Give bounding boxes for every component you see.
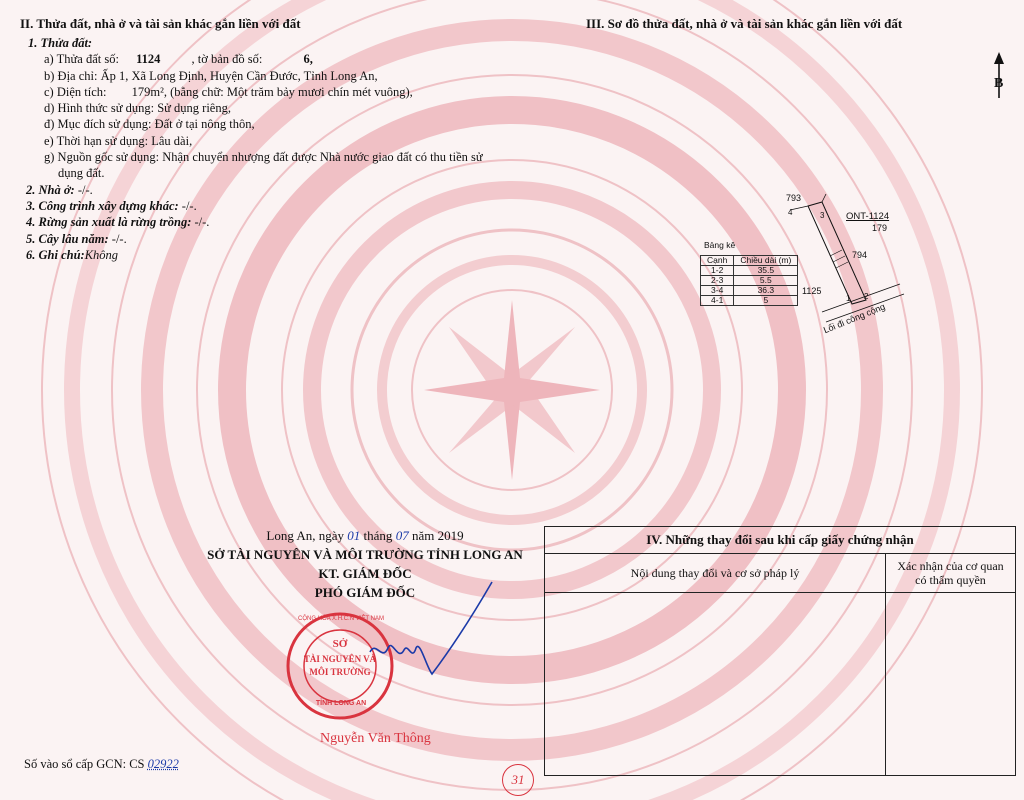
handwritten-signature xyxy=(360,570,500,680)
works-line xyxy=(20,198,540,214)
changes-table-body xyxy=(545,593,1015,775)
forest-line xyxy=(20,214,540,230)
seal-ring-top: CỘNG HÒA X.H.C.N VIỆT NAM xyxy=(298,616,384,622)
col-change-content: Nội dung thay đổi và cơ sở pháp lý xyxy=(545,554,886,592)
key-table-header xyxy=(701,256,798,266)
house-label: 2. Nhà ở: xyxy=(26,182,75,197)
usage-term: e) Thời hạn sử dụng: Lâu dài, xyxy=(44,133,193,148)
date-day: 01 xyxy=(347,528,361,543)
deputy-director: PHÓ GIÁM ĐỐC xyxy=(314,585,416,600)
public-road-label: Lối đi công cộng xyxy=(822,301,887,336)
col-confirmation xyxy=(886,554,1015,592)
date-month: 07 xyxy=(395,528,409,543)
seal-ring-bottom: TỈNH LONG AN xyxy=(315,700,367,707)
area-label: c) Diện tích: xyxy=(44,84,107,99)
changes-table-title: IV. Những thay đổi sau khi cấp giấy chứng nhận xyxy=(545,527,1015,554)
vertex-4: 4 xyxy=(788,208,793,217)
area-line xyxy=(20,84,540,100)
key-edge: 4-1 xyxy=(701,296,734,306)
issuing-agency: SỞ TÀI NGUYÊN VÀ MÔI TRƯỜNG TỈNH LONG AN xyxy=(207,547,523,562)
neighbor-1125: 1125 xyxy=(802,286,822,296)
forest-value: -/-. xyxy=(191,215,210,230)
key-length: 5 xyxy=(734,296,798,306)
forest-label: 4. Rừng sản xuất là rừng trồng: xyxy=(26,215,192,230)
key-edge: 3-4 xyxy=(701,286,734,296)
parcel-number-label: a) Thửa đất số: xyxy=(44,52,119,67)
land-heading: 1. Thửa đất: xyxy=(28,36,93,50)
table-row xyxy=(701,276,798,286)
date-line xyxy=(180,528,550,544)
seal-line-1: SỞ xyxy=(332,638,348,650)
date-month-label: tháng xyxy=(363,528,393,543)
section-2-title: II. Thửa đất, nhà ở và tài sản khác gắn liền với đất xyxy=(20,16,301,31)
signer-name: Nguyễn Văn Thông xyxy=(320,731,431,746)
register-number-line xyxy=(24,757,179,772)
notes-line xyxy=(20,247,540,263)
map-sheet-number: 6, xyxy=(303,52,313,67)
register-number: 02922 xyxy=(147,757,179,771)
page-mark: 31 xyxy=(502,764,534,796)
changes-table xyxy=(544,526,1016,776)
parcel-number: 1124 xyxy=(136,52,161,67)
parcel-code: ONT-1124 xyxy=(846,211,890,222)
key-length: 36.3 xyxy=(734,286,798,296)
table-row xyxy=(701,266,798,276)
parcel-area-label: 179 xyxy=(872,223,888,233)
col-confirmation-line2: có thẩm quyền xyxy=(915,573,986,587)
key-table xyxy=(700,255,798,306)
on-behalf-director: KT. GIÁM ĐỐC xyxy=(318,566,412,581)
address-line: b) Địa chỉ: Ấp 1, Xã Long Định, Huyện Cần Đước, Tỉnh Long An, xyxy=(44,68,378,83)
date-place: Long An, ngày xyxy=(266,528,345,543)
key-table-title: Bảng kê xyxy=(704,240,736,250)
key-length: 35.5 xyxy=(734,266,798,276)
map-sheet-label: , tờ bản đồ số: xyxy=(191,52,263,67)
changes-content-cell xyxy=(545,593,886,775)
neighbor-793: 793 xyxy=(786,193,802,203)
date-year: năm 2019 xyxy=(411,528,464,543)
section-3-title: III. Sơ đồ thửa đất, nhà ở và tài sản khác gắn liền với đất xyxy=(586,16,903,31)
seal-line-2: TÀI NGUYÊN VÀ xyxy=(303,654,377,664)
col-confirmation-line1: Xác nhận của cơ quan xyxy=(897,559,1004,573)
table-row xyxy=(701,296,798,306)
north-label: B xyxy=(994,76,1004,91)
parcel-number-line xyxy=(20,51,540,67)
key-header-edge: Cạnh xyxy=(701,256,734,266)
usage-origin-cont: dụng đất. xyxy=(58,166,105,181)
key-edge: 2-3 xyxy=(701,276,734,286)
changes-table-header xyxy=(545,554,1015,593)
vertex-1: 1 xyxy=(846,294,851,303)
usage-form: d) Hình thức sử dụng: Sử dụng riêng, xyxy=(44,101,231,116)
usage-origin: g) Nguồn gốc sử dụng: Nhận chuyển nhượng đất được Nhà nước giao đất có thu tiền sử xyxy=(44,150,483,165)
section-2 xyxy=(20,16,540,263)
vertex-2: 2 xyxy=(864,292,869,301)
neighbor-794: 794 xyxy=(852,250,868,260)
key-header-length: Chiều dài (m) xyxy=(734,256,798,266)
perennial-line xyxy=(20,231,540,247)
key-length: 5.5 xyxy=(734,276,798,286)
key-edge: 1-2 xyxy=(701,266,734,276)
works-label: 3. Công trình xây dựng khác: xyxy=(26,198,179,213)
notes-label: 6. Ghi chú: xyxy=(26,247,85,262)
register-label: Số vào sổ cấp GCN: CS xyxy=(24,757,145,771)
table-row xyxy=(701,286,798,296)
area-value: 179m², (bằng chữ: Một trăm bảy mươi chín mét vuông), xyxy=(131,84,413,99)
house-line xyxy=(20,182,540,198)
perennial-value: -/-. xyxy=(108,231,127,246)
perennial-label: 5. Cây lâu năm: xyxy=(26,231,109,246)
works-value: -/-. xyxy=(178,198,197,213)
usage-purpose: đ) Mục đích sử dụng: Đất ở tại nông thôn, xyxy=(44,117,255,132)
vertex-3: 3 xyxy=(820,211,825,220)
seal-line-3: MÔI TRƯỜNG xyxy=(309,667,371,677)
house-value: -/-. xyxy=(74,182,93,197)
notes-value: Không xyxy=(84,247,119,262)
